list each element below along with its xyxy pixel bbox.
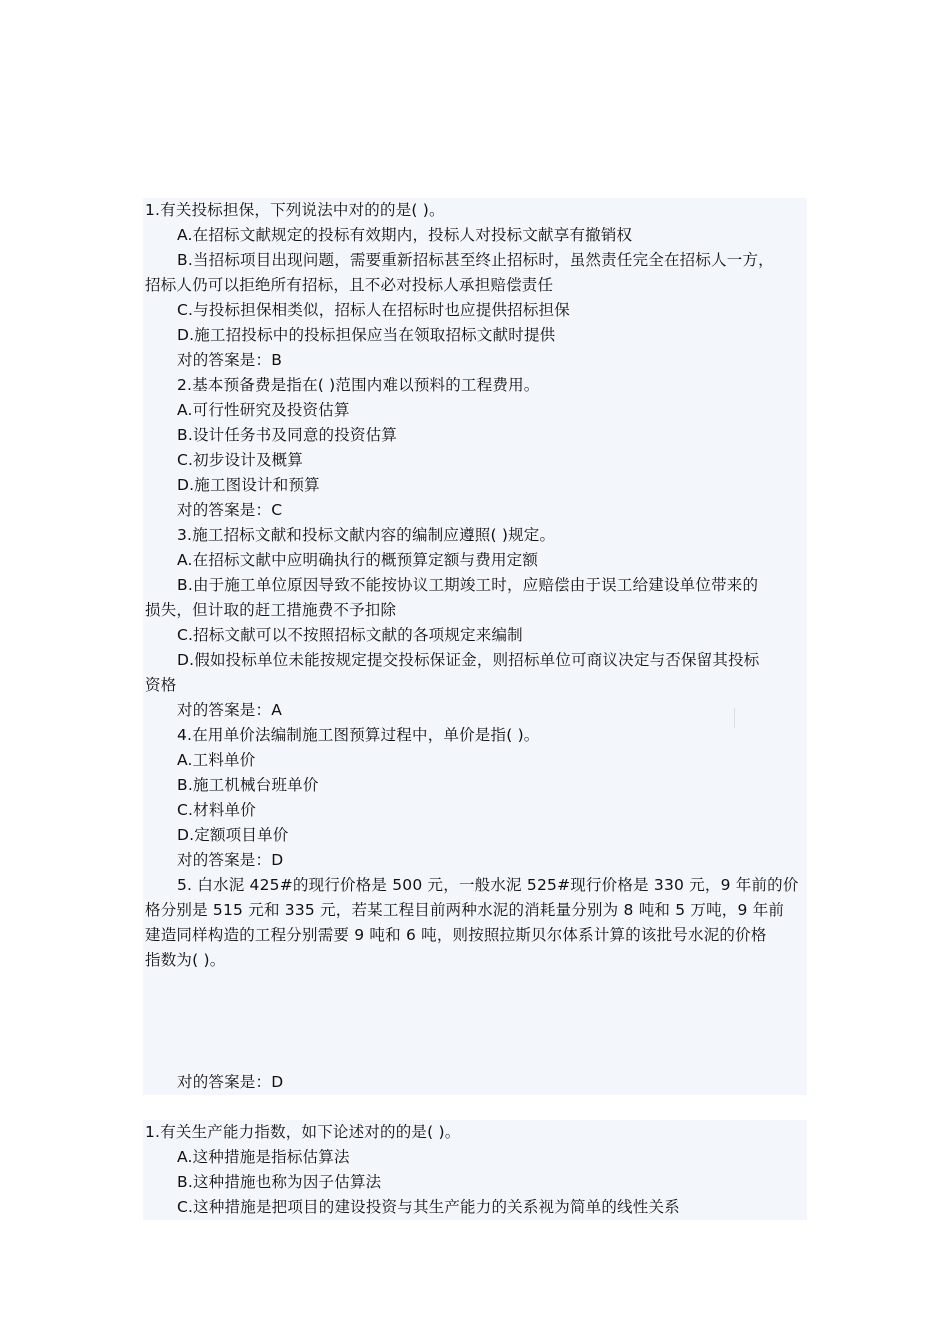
q1-option-b-line2: 招标人仍可以拒绝所有招标，且不必对投标人承担赔偿责任 (145, 276, 554, 294)
q2-option-b: B.设计任务书及同意的投资估算 (177, 426, 398, 444)
q4-option-c: C.材料单价 (177, 801, 256, 819)
q1-option-b-line1: B.当招标项目出现问题，需要重新招标甚至终止招标时，虽然责任完全在招标人一方， (177, 251, 774, 269)
q3-stem: 3.施工招标文献和投标文献内容的编制应遵照( )规定。 (177, 526, 556, 544)
q1-option-a: A.在招标文献规定的投标有效期内，投标人对投标文献享有撤销权 (177, 226, 633, 244)
q3-option-a: A.在招标文献中应明确执行的概预算定额与费用定额 (177, 551, 539, 569)
q2-option-a: A.可行性研究及投资估算 (177, 401, 350, 419)
q3-option-d-line1: D.假如投标单位未能按规定提交投标保证金，则招标单位可商议决定与否保留其投标 (177, 651, 760, 669)
q5-stem-line1: 5. 白水泥 425#的现行价格是 500 元，一般水泥 525#现行价格是 330 元，9 年前的价 (177, 876, 799, 894)
question-block-2 (143, 1120, 807, 1220)
q1-answer: 对的答案是：B (177, 351, 283, 369)
q2-answer: 对的答案是：C (177, 501, 283, 519)
q2-option-d: D.施工图设计和预算 (177, 476, 320, 494)
text-cursor-mark (734, 708, 735, 728)
question-block-1 (143, 198, 807, 1095)
q4-option-b: B.施工机械台班单价 (177, 776, 319, 794)
s2-q1-stem: 1.有关生产能力指数，如下论述对的的是( )。 (145, 1123, 461, 1141)
q3-answer: 对的答案是：A (177, 701, 283, 719)
q4-stem: 4.在用单价法编制施工图预算过程中，单价是指( )。 (177, 726, 540, 744)
s2-q1-option-c: C.这种措施是把项目的建设投资与其生产能力的关系视为简单的线性关系 (177, 1198, 680, 1216)
q3-option-d-line2: 资格 (145, 676, 177, 694)
q5-answer: 对的答案是：D (177, 1073, 284, 1091)
q5-stem-line2: 格分别是 515 元和 335 元，若某工程目前两种水泥的消耗量分别为 8 吨和 5 万吨，9 年前 (145, 901, 785, 919)
q1-option-c: C.与投标担保相类似，招标人在招标时也应提供招标担保 (177, 301, 570, 319)
q3-option-c: C.招标文献可以不按照招标文献的各项规定来编制 (177, 626, 523, 644)
q3-option-b-line1: B.由于施工单位原因导致不能按协议工期竣工时，应赔偿由于误工给建设单位带来的 (177, 576, 759, 594)
q2-stem: 2.基本预备费是指在( )范围内难以预料的工程费用。 (177, 376, 540, 394)
q5-stem-line4: 指数为( )。 (145, 951, 226, 969)
s2-q1-option-b: B.这种措施也称为因子估算法 (177, 1173, 382, 1191)
q4-option-d: D.定额项目单价 (177, 826, 289, 844)
s2-q1-option-a: A.这种措施是指标估算法 (177, 1148, 350, 1166)
q3-option-b-line2: 损失，但计取的赶工措施费不予扣除 (145, 601, 397, 619)
q2-option-c: C.初步设计及概算 (177, 451, 304, 469)
q1-option-d: D.施工招投标中的投标担保应当在领取招标文献时提供 (177, 326, 556, 344)
q5-stem-line3: 建造同样构造的工程分别需要 9 吨和 6 吨，则按照拉斯贝尔体系计算的该批号水泥的价格 (145, 926, 767, 944)
q4-option-a: A.工料单价 (177, 751, 256, 769)
q4-answer: 对的答案是：D (177, 851, 284, 869)
q1-stem: 1.有关投标担保，下列说法中对的的是( )。 (145, 201, 445, 219)
